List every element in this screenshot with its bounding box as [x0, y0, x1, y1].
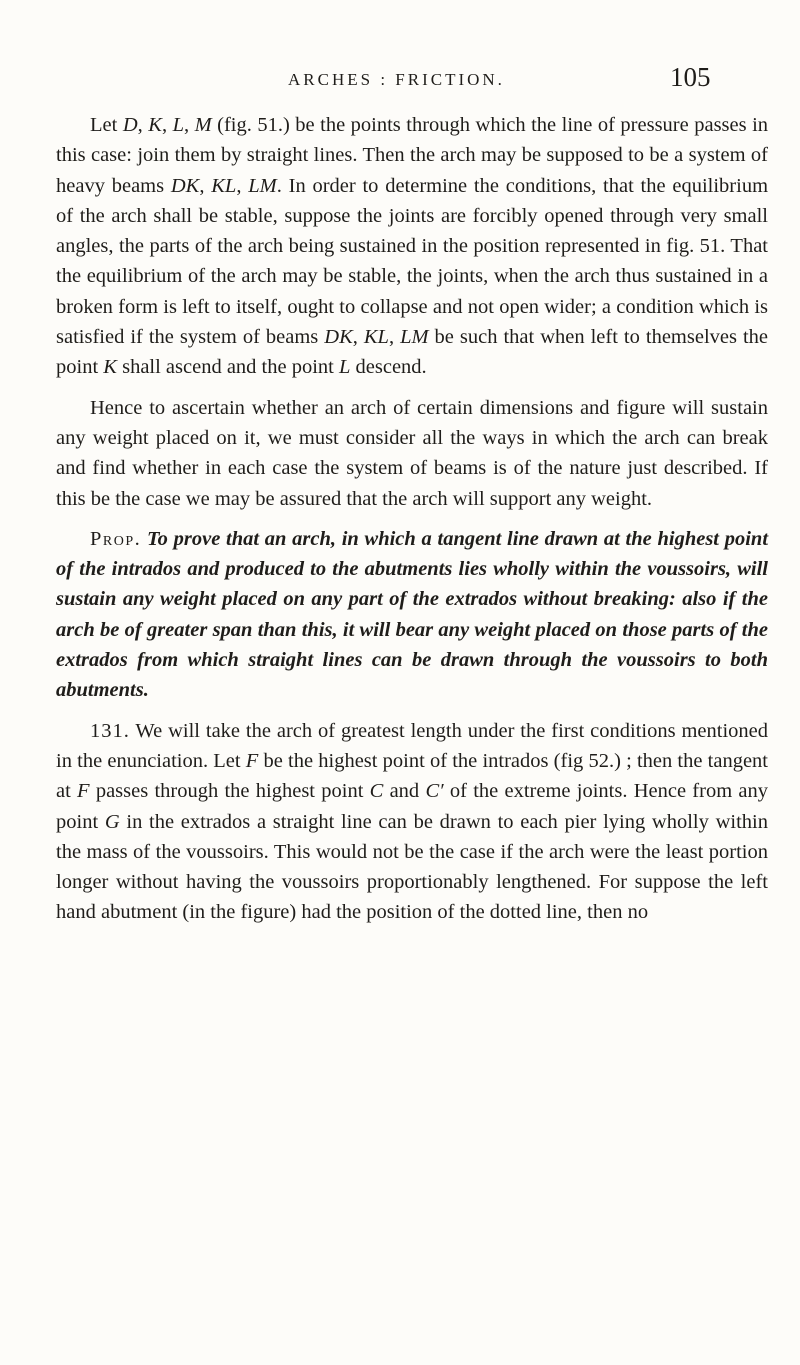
point-label: L	[172, 114, 184, 136]
page-number: 105	[670, 62, 711, 92]
text-run: ,	[161, 114, 173, 136]
proposition-statement: To prove that an arch, in which a tangent line drawn at the highest point of the intrados and produced to the abutments lies wholly within the voussoirs, will sustain any weight placed on any part of the extrados without breaking: also if the arch be of greater span than this, it will bear any weight placed on those parts of the extrados from which straight lines can be drawn through the voussoirs to both abutments.	[56, 527, 769, 702]
text-run: in the extrados a straight line can be drawn to each pier lying wholly within the mass of the voussoirs. This would not be the case if the arch were the least portion longer without having the voussoirs proportionably lengthened. For suppose the left hand abutment (in the figure) had the position of the dotted line, then no	[56, 810, 768, 924]
text-run: of the extreme joints. Hence from any point	[56, 780, 768, 833]
text-run: ,	[352, 326, 364, 349]
beam-label: LM	[248, 174, 277, 197]
beam-label: DK	[324, 326, 353, 349]
text-run: descend.	[350, 356, 427, 379]
beam-label: KL	[363, 326, 389, 349]
point-label: F	[245, 749, 259, 772]
point-label: L	[339, 356, 351, 379]
beam-label: LM	[400, 326, 429, 349]
text-run: be such that when left to themselves the point	[56, 326, 769, 379]
paragraph-ascertain-stability: Hence to ascertain whether an arch of certain dimensions and figure will sustain any weight placed on it, we must consider all the ways in which the arch can break and find whether in each case the system of beams is of the nature just described. If this be the case we may be assured that the arch will support any weight.	[56, 396, 768, 510]
beam-label: DK	[170, 174, 200, 197]
text-run: be the highest point of the intrados (fig 52.) ; then the tangent at	[56, 749, 768, 803]
page-body	[56, 110, 768, 928]
text-run: Let	[90, 114, 123, 136]
text-run: ,	[388, 326, 401, 349]
text-run: . In order to determine the conditions, that the equilibrium of the arch shall be stable, suppose the joints are forcibly opened through very small angles, the parts of the arch being sustained in the position represented in fig. 51. That the equilibrium of the arch may be stable, the joints, when the arch thus sustained in a broken form is left to itself, ought to collapse and not open wider; a condition which is satisfied if the system of beams	[56, 174, 769, 349]
running-head: ARCHES : FRICTION.	[288, 70, 505, 89]
text-run: We will take the arch of greatest length under the first conditions mentioned in the enunciation. Let	[56, 719, 768, 772]
paragraph-line-of-pressure	[56, 110, 768, 383]
section-number: 131.	[90, 719, 130, 742]
point-label: C	[369, 780, 384, 803]
text-run: (fig. 51.) be the points through which the line of pressure passes in this case: join them by straight lines. Then the arch may be supposed to be a system of heavy beams	[56, 114, 769, 197]
point-label: G	[104, 810, 120, 833]
proposition-label: Prop.	[90, 527, 142, 550]
point-label: K	[148, 114, 162, 136]
text-run: ,	[137, 114, 149, 136]
point-label: D	[122, 114, 138, 136]
beam-label: KL	[211, 174, 237, 197]
paragraph-section-131	[56, 716, 768, 928]
point-label: M	[194, 114, 212, 136]
text-run: shall ascend and the point	[116, 356, 339, 379]
text-run: ,	[236, 174, 249, 197]
point-label: K	[103, 356, 117, 379]
text-run: and	[383, 780, 426, 803]
page-header	[0, 62, 800, 102]
point-label: C′	[425, 780, 444, 803]
text-run: ,	[199, 174, 212, 197]
paragraph-proposition	[56, 524, 768, 706]
text-run: ,	[183, 114, 195, 136]
point-label: F	[77, 780, 90, 803]
text-run: passes through the highest point	[89, 780, 370, 803]
